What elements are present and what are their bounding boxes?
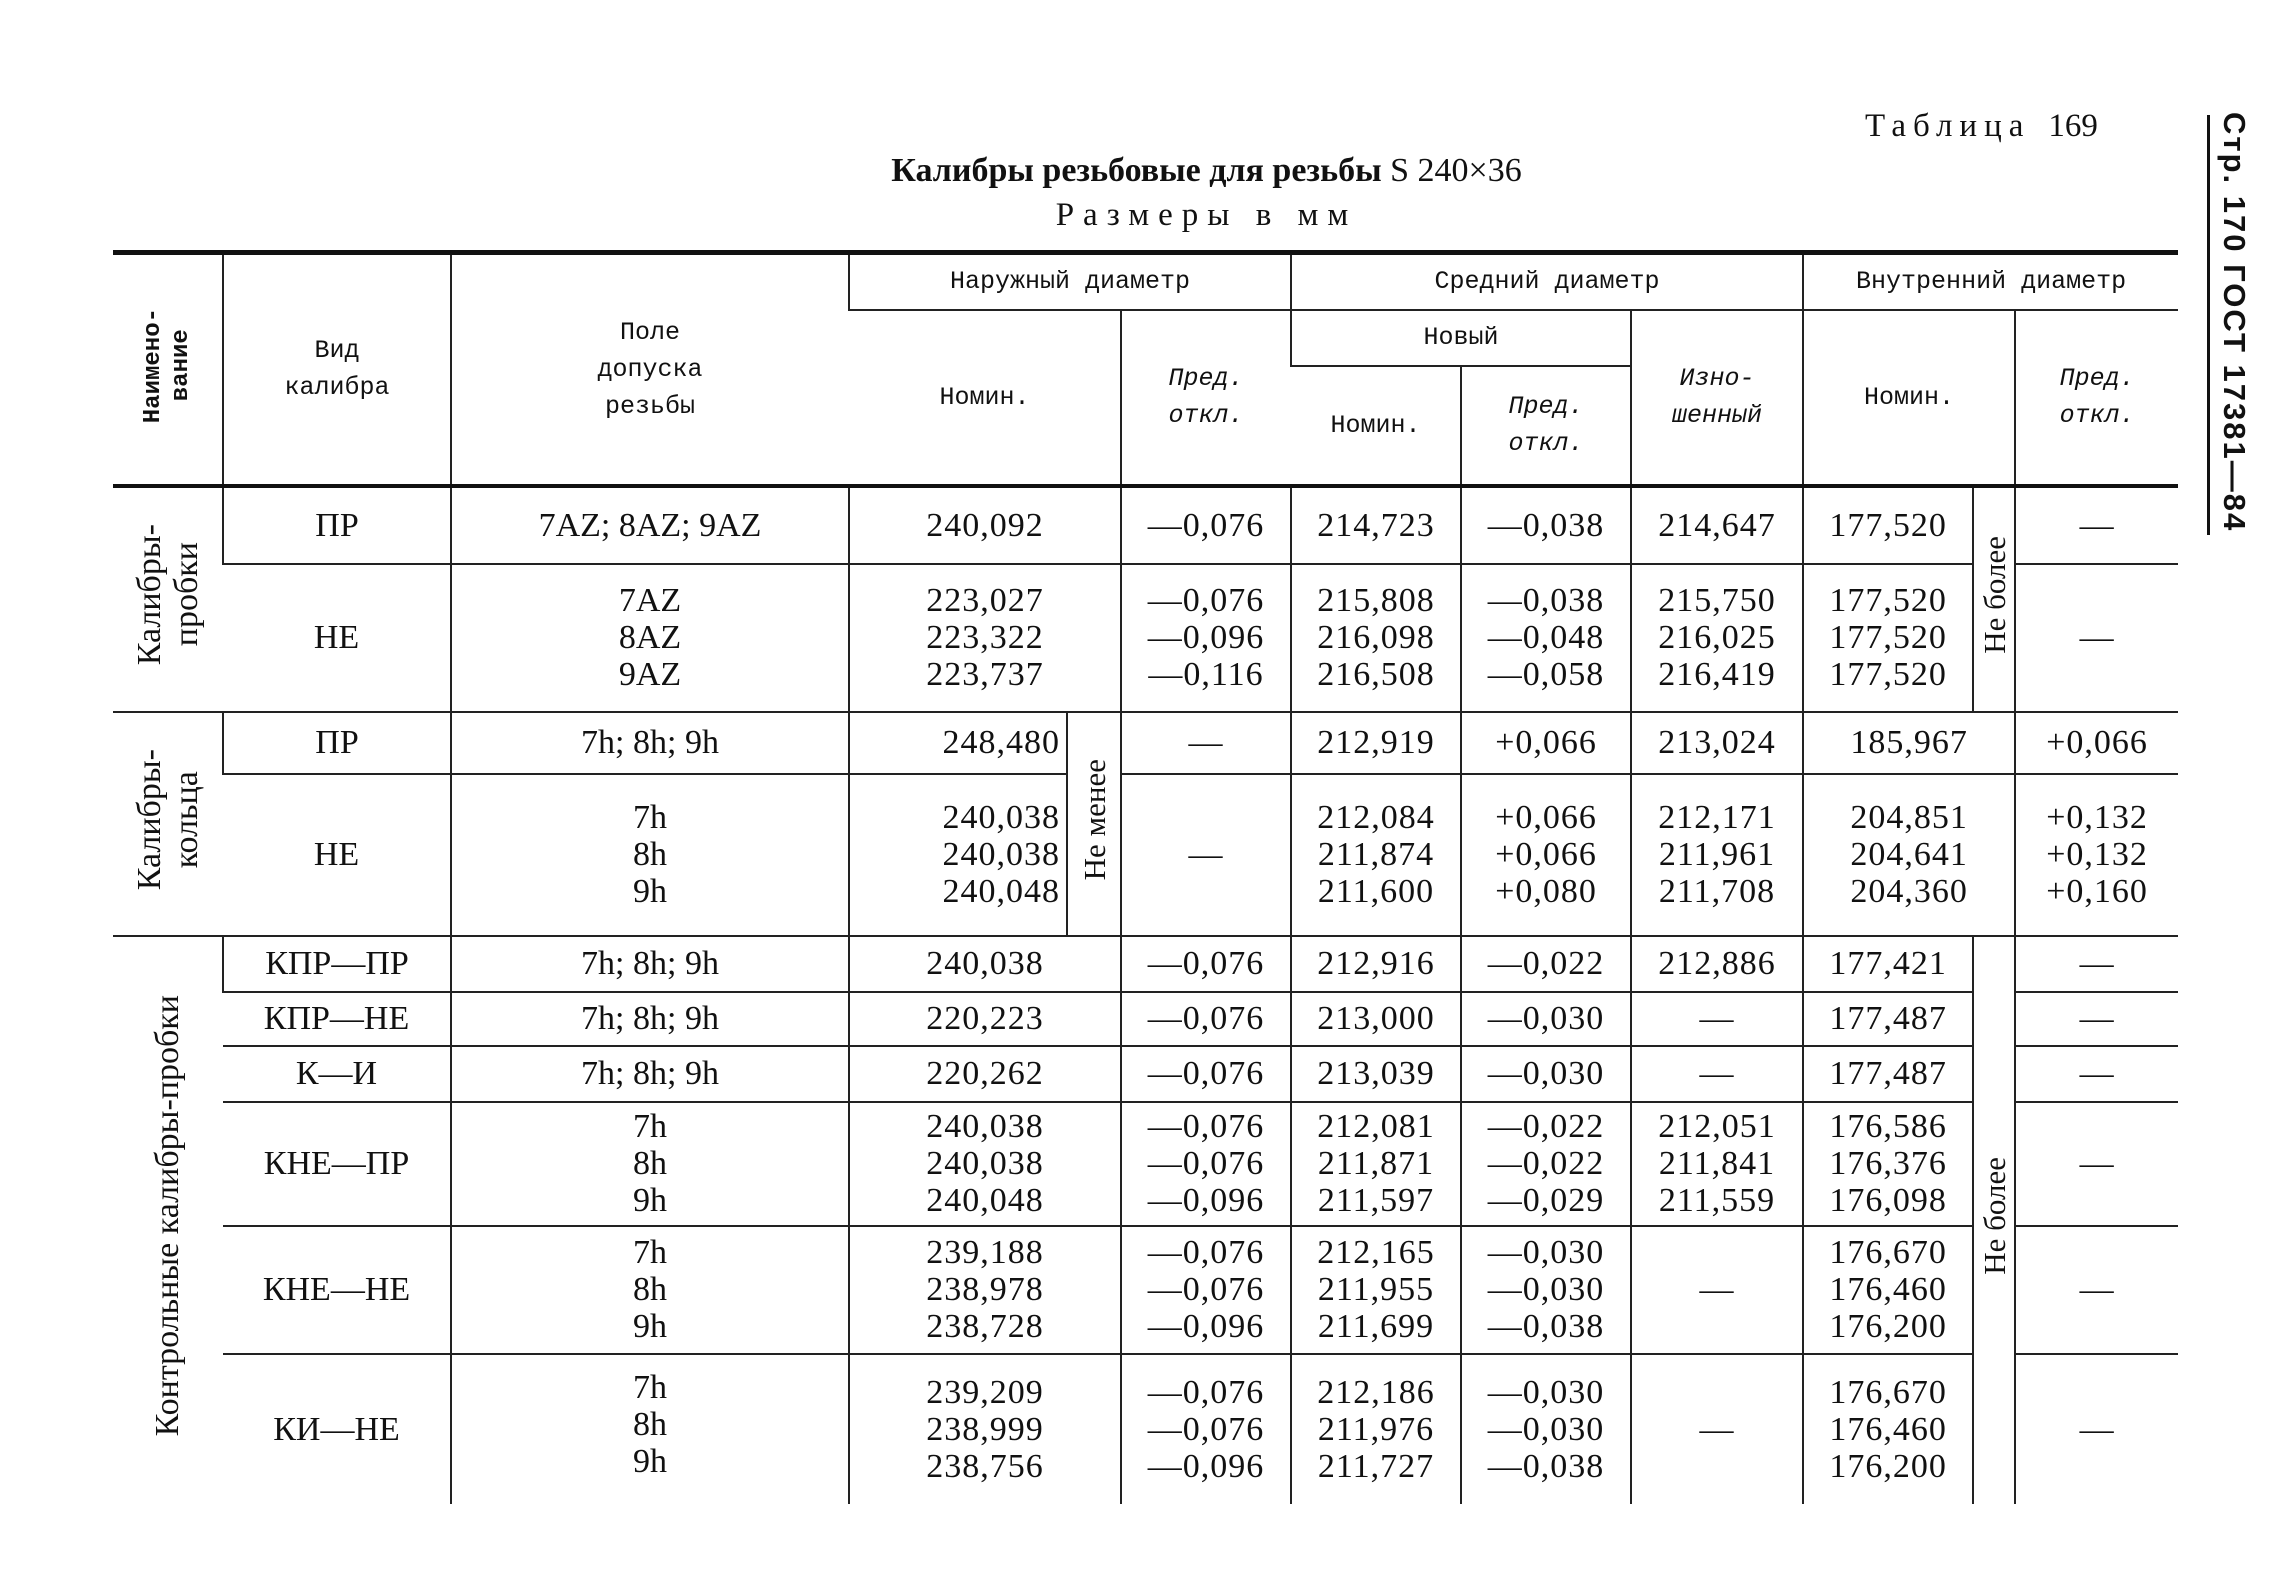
cell-middle-nominal: 213,000: [1291, 992, 1461, 1046]
cell-outer-deviation: —0,076: [1121, 992, 1291, 1046]
header-name: Наимено- вание: [113, 253, 223, 486]
cell-worn: 213,024: [1631, 712, 1803, 774]
cell-type: КНЕ—ПР: [223, 1102, 451, 1226]
cell-inner-nominal: 177,487: [1803, 992, 1973, 1046]
header-gauge-type: Вид калибра: [223, 253, 451, 486]
header-new: Новый: [1291, 310, 1631, 366]
cell-worn: 215,750 216,025 216,419: [1631, 564, 1803, 712]
cell-worn: —: [1631, 992, 1803, 1046]
cell-outer-deviation: —: [1121, 712, 1291, 774]
cell-inner-deviation: +0,132 +0,132 +0,160: [2015, 774, 2178, 936]
table-row: [113, 936, 2178, 992]
cell-middle-nominal: 212,165 211,955 211,699: [1291, 1226, 1461, 1354]
cell-middle-nominal: 213,039: [1291, 1046, 1461, 1102]
cell-outer-deviation: —0,076 —0,076 —0,096: [1121, 1354, 1291, 1504]
cell-middle-deviation: —0,030: [1461, 992, 1631, 1046]
cell-middle-nominal: 215,808 216,098 216,508: [1291, 564, 1461, 712]
table-row: [113, 1046, 2178, 1102]
table-row: [113, 1102, 2178, 1226]
cell-type: ПР: [223, 486, 451, 564]
header-inner-diameter: Внутренний диаметр: [1803, 253, 2178, 310]
cell-inner-deviation: —: [2015, 1226, 2178, 1354]
header-inner-nominal: Номин.: [1803, 310, 2015, 486]
note-not-more-plugs: Не более: [1973, 486, 2015, 712]
cell-type: КПР—НЕ: [223, 992, 451, 1046]
cell-tolerance: 7h 8h 9h: [451, 1226, 849, 1354]
cell-inner-deviation: —: [2015, 564, 2178, 712]
cell-middle-nominal: 214,723: [1291, 486, 1461, 564]
cell-worn: 212,886: [1631, 936, 1803, 992]
header-tolerance: Поле допуска резьбы: [451, 253, 849, 486]
table-title-size: S 240×36: [1390, 152, 1522, 189]
note-not-less-rings: Не менее: [1067, 712, 1121, 936]
table-row: [113, 774, 2178, 936]
cell-inner-nominal: 177,487: [1803, 1046, 1973, 1102]
cell-type: НЕ: [223, 564, 451, 712]
cell-middle-nominal: 212,916: [1291, 936, 1461, 992]
cell-outer-deviation: —0,076: [1121, 936, 1291, 992]
cell-inner-nominal: 204,851 204,641 204,360: [1803, 774, 2015, 936]
cell-tolerance: 7AZ 8AZ 9AZ: [451, 564, 849, 712]
cell-middle-deviation: —0,030 —0,030 —0,038: [1461, 1226, 1631, 1354]
cell-worn: —: [1631, 1046, 1803, 1102]
cell-tolerance: 7h; 8h; 9h: [451, 1046, 849, 1102]
cell-middle-nominal: 212,084 211,874 211,600: [1291, 774, 1461, 936]
cell-middle-nominal: 212,081 211,871 211,597: [1291, 1102, 1461, 1226]
cell-tolerance: 7h; 8h; 9h: [451, 936, 849, 992]
cell-outer-nominal: 240,038: [849, 936, 1121, 992]
note-not-more-control: Не более: [1973, 936, 2015, 1504]
cell-tolerance: 7h; 8h; 9h: [451, 712, 849, 774]
cell-outer-deviation: —: [1121, 774, 1291, 936]
cell-middle-deviation: +0,066: [1461, 712, 1631, 774]
cell-tolerance: 7h 8h 9h: [451, 1102, 849, 1226]
header-outer-nominal: Номин.: [849, 310, 1121, 486]
cell-worn: 212,171 211,961 211,708: [1631, 774, 1803, 936]
header-inner-deviation: Пред. откл.: [2015, 310, 2178, 486]
cell-outer-nominal: 248,480: [849, 712, 1067, 774]
units-caption: Размеры в мм: [1055, 197, 1358, 233]
cell-inner-nominal: 185,967: [1803, 712, 2015, 774]
cell-middle-deviation: —0,022 —0,022 —0,029: [1461, 1102, 1631, 1226]
cell-inner-deviation: —: [2015, 1102, 2178, 1226]
cell-middle-deviation: —0,038: [1461, 486, 1631, 564]
cell-outer-nominal: 239,188 238,978 238,728: [849, 1226, 1121, 1354]
cell-type: НЕ: [223, 774, 451, 936]
table-number: 169: [2048, 108, 2098, 144]
cell-outer-deviation: —0,076 —0,076 —0,096: [1121, 1102, 1291, 1226]
cell-middle-deviation: —0,030: [1461, 1046, 1631, 1102]
header-middle-diameter: Средний диаметр: [1291, 253, 1803, 310]
cell-inner-nominal: 177,520: [1803, 486, 1973, 564]
table-row: [113, 1354, 2178, 1504]
table-title-text: Калибры резьбовые для резьбы: [891, 152, 1382, 189]
cell-inner-nominal: 177,520 177,520 177,520: [1803, 564, 1973, 712]
cell-inner-deviation: +0,066: [2015, 712, 2178, 774]
cell-outer-nominal: 240,038 240,038 240,048: [849, 1102, 1121, 1226]
cell-inner-deviation: —: [2015, 1046, 2178, 1102]
table-title: [0, 152, 2293, 190]
page-side-header: Стр. 170 ГОСТ 17381—84: [2217, 112, 2252, 533]
table-row: [113, 486, 2178, 564]
table-row: [113, 564, 2178, 712]
cell-outer-deviation: —0,076 —0,096 —0,116: [1121, 564, 1291, 712]
header-outer-deviation: Пред. откл.: [1121, 310, 1291, 486]
cell-outer-nominal: 220,262: [849, 1046, 1121, 1102]
cell-type: К—И: [223, 1046, 451, 1102]
cell-inner-deviation: —: [2015, 1354, 2178, 1504]
cell-outer-deviation: —0,076: [1121, 1046, 1291, 1102]
cell-middle-nominal: 212,186 211,976 211,727: [1291, 1354, 1461, 1504]
cell-worn: 214,647: [1631, 486, 1803, 564]
cell-outer-nominal: 240,092: [849, 486, 1121, 564]
cell-inner-deviation: —: [2015, 936, 2178, 992]
table-row: [113, 992, 2178, 1046]
cell-inner-nominal: 176,670 176,460 176,200: [1803, 1226, 1973, 1354]
cell-middle-deviation: —0,038 —0,048 —0,058: [1461, 564, 1631, 712]
cell-outer-nominal: 223,027 223,322 223,737: [849, 564, 1121, 712]
cell-worn: —: [1631, 1354, 1803, 1504]
table-row: [113, 1226, 2178, 1354]
header-outer-diameter: Наружный диаметр: [849, 253, 1291, 310]
header-middle-deviation: Пред. откл.: [1461, 366, 1631, 486]
cell-tolerance: 7h 8h 9h: [451, 1354, 849, 1504]
cell-inner-deviation: —: [2015, 992, 2178, 1046]
cell-worn: 212,051 211,841 211,559: [1631, 1102, 1803, 1226]
cell-outer-nominal: 220,223: [849, 992, 1121, 1046]
cell-worn: —: [1631, 1226, 1803, 1354]
group-control: Контрольные калибры-пробки: [113, 936, 223, 1504]
cell-outer-nominal: 240,038 240,038 240,048: [849, 774, 1067, 936]
cell-tolerance: 7h; 8h; 9h: [451, 992, 849, 1046]
table-number-label: [1865, 108, 2098, 145]
cell-middle-deviation: +0,066 +0,066 +0,080: [1461, 774, 1631, 936]
cell-middle-nominal: 212,919: [1291, 712, 1461, 774]
table-label-word: Таблица: [1865, 108, 2031, 144]
header-worn: Изно- шенный: [1631, 310, 1803, 486]
gauge-table: [113, 250, 2178, 1504]
group-rings: Калибры- кольца: [113, 712, 223, 936]
group-plugs: Калибры- пробки: [130, 524, 205, 666]
header-middle-nominal: Номин.: [1291, 366, 1461, 486]
cell-inner-nominal: 176,670 176,460 176,200: [1803, 1354, 1973, 1504]
table-row: [113, 712, 2178, 774]
cell-inner-deviation: —: [2015, 486, 2178, 564]
cell-tolerance: 7AZ; 8AZ; 9AZ: [451, 486, 849, 564]
cell-type: КНЕ—НЕ: [223, 1226, 451, 1354]
cell-middle-deviation: —0,030 —0,030 —0,038: [1461, 1354, 1631, 1504]
cell-outer-nominal: 239,209 238,999 238,756: [849, 1354, 1121, 1504]
cell-middle-deviation: —0,022: [1461, 936, 1631, 992]
cell-tolerance: 7h 8h 9h: [451, 774, 849, 936]
cell-outer-deviation: —0,076 —0,076 —0,096: [1121, 1226, 1291, 1354]
cell-type: КПР—ПР: [223, 936, 451, 992]
cell-inner-nominal: 176,586 176,376 176,098: [1803, 1102, 1973, 1226]
cell-type: КИ—НЕ: [223, 1354, 451, 1504]
cell-outer-deviation: —0,076: [1121, 486, 1291, 564]
cell-inner-nominal: 177,421: [1803, 936, 1973, 992]
cell-type: ПР: [223, 712, 451, 774]
